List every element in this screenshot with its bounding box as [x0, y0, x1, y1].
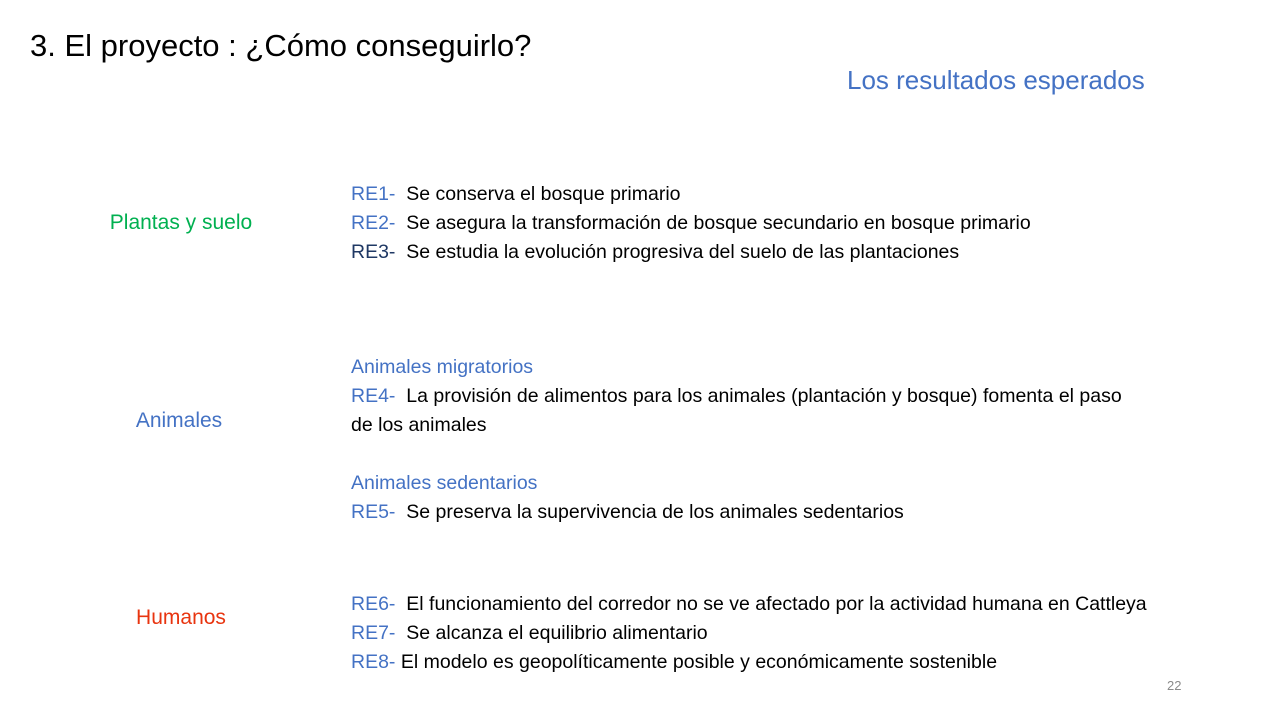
- result-code: RE2-: [351, 212, 396, 234]
- result-text: El modelo es geopolíticamente posible y económicamente sostenible: [400, 651, 998, 673]
- result-text: Se estudia la evolución progresiva del suelo de las plantaciones: [406, 241, 960, 263]
- result-code: RE5-: [351, 501, 396, 523]
- result-item-re1: [351, 180, 1251, 209]
- result-code: RE8-: [351, 651, 396, 673]
- result-item-re2: [351, 209, 1251, 238]
- result-text: Se conserva el bosque primario: [406, 183, 681, 205]
- category-animals-label: Animales: [135, 409, 223, 432]
- page-number: 22: [1167, 678, 1182, 693]
- result-item-re8: [351, 648, 1251, 677]
- category-plants-label: Plantas y suelo: [109, 211, 253, 234]
- result-code: RE3-: [351, 241, 396, 263]
- result-code: RE7-: [351, 622, 396, 644]
- result-text: La provisión de alimentos para los animales (plantación y bosque) fomenta el paso: [406, 385, 1122, 407]
- result-code: RE4-: [351, 385, 396, 407]
- humans-results-list: [351, 590, 1251, 677]
- slide-title: 3. El proyecto : ¿Cómo conseguirlo?: [30, 28, 532, 63]
- spacer: [351, 440, 1251, 469]
- plants-results-list: [351, 180, 1251, 267]
- result-code: RE1-: [351, 183, 396, 205]
- result-item-re4-continuation: de los animales: [351, 414, 487, 436]
- category-humans-label: Humanos: [136, 606, 226, 629]
- result-item-re5: [351, 498, 1251, 527]
- result-text: Se asegura la transformación de bosque secundario en bosque primario: [406, 212, 1031, 234]
- result-text: Se alcanza el equilibrio alimentario: [406, 622, 708, 644]
- result-text: Se preserva la supervivencia de los animales sedentarios: [406, 501, 904, 523]
- result-item-re4: [351, 382, 1251, 411]
- slide-subtitle: Los resultados esperados: [847, 65, 1145, 95]
- result-item-re6: [351, 590, 1251, 619]
- result-code: RE6-: [351, 593, 396, 615]
- result-text: El funcionamiento del corredor no se ve afectado por la actividad humana en Cattleya: [406, 593, 1147, 615]
- result-item-re7: [351, 619, 1251, 648]
- result-item-re3: [351, 238, 1251, 267]
- animals-results-list: [351, 353, 1251, 527]
- migratory-animals-heading: Animales migratorios: [351, 356, 534, 378]
- sedentary-animals-heading: Animales sedentarios: [351, 472, 538, 494]
